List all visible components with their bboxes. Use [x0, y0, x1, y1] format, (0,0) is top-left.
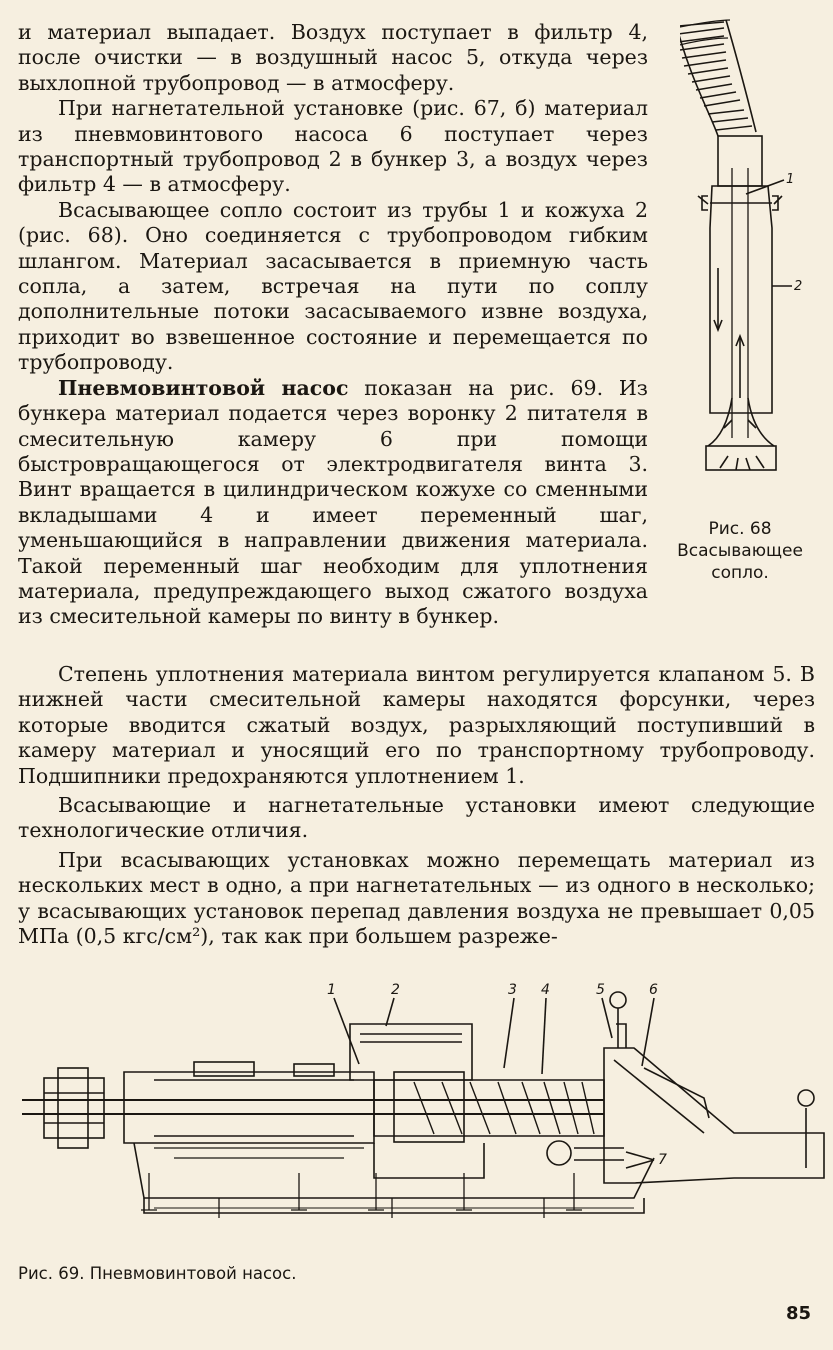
figure-68-suction-nozzle — [680, 18, 820, 508]
figure-69-label-7: 7 — [658, 1152, 667, 1168]
paragraph-6: Всасывающие и нагнетательные установки имеют следующие технологические отличия. — [18, 793, 815, 843]
paragraph-4 — [18, 376, 648, 630]
figure-69-caption: Рис. 69. Пневмовинтовой насос. — [18, 1264, 297, 1283]
paragraph-3: Всасывающее сопло состоит из трубы 1 и кожуха 2 (рис. 68). Оно соединяется с трубопроводом гибким шлангом. Материал засасывается в приемную часть сопла, а затем, встречая на пути по соплу дополнительные потоки засасываемого извне воздуха, приходит во взвешенное состояние и перемещается по трубопроводу. — [18, 197, 648, 375]
paragraph-1: и материал выпадает. Воздух поступает в фильтр 4, после очистки — в воздушный насос 5, откуда через выхлопной трубопровод — в атмосферу. — [18, 20, 648, 95]
figure-68-label-2: 2 — [794, 279, 803, 294]
page-number: 85 — [786, 1303, 812, 1324]
pump-heading: Пневмовинтовой насос — [58, 375, 349, 400]
figure-69-label-6: 6 — [649, 982, 658, 998]
paragraph-4-body: показан на рис. 69. Из бункера материал подается через воронку 2 питателя в смесительную камеру 6 при помощи быстровращающегося от электродвигателя винта 3. Винт вращается в цилиндрическом кожухе со сменными вкладышами 4 и имеет переменный шаг, уменьшающийся в направлении движения материала. Такой переменный шаг необходим для уплотнения материала, предупреждающего выход сжатого воздуха из смесительной камеры по винту в бункер. — [18, 375, 648, 629]
figure-68-label-1: 1 — [786, 172, 795, 187]
figure-68-caption-line-1: Рис. 68 — [708, 519, 772, 539]
figure-69-label-5: 5 — [596, 982, 605, 998]
figure-69-pneumatic-screw-pump — [14, 968, 826, 1233]
figure-68-caption — [660, 518, 820, 584]
figure-69-label-1: 1 — [327, 982, 336, 998]
paragraph-7: При всасывающих установках можно перемещать материал из нескольких мест в одно, а при нагнетательных — из одного в несколько; у всасывающих установок перепад давления воздуха не превышает 0,05 МПа (0,5 кгс/см²), так как при большем разреже- — [18, 847, 815, 949]
figure-68-caption-line-2: Всасывающее — [677, 541, 803, 561]
paragraph-5: Степень уплотнения материала винтом регулируется клапаном 5. В нижней части смесительной камеры находятся форсунки, через которые вводится сжатый воздух, разрыхляющий поступивший в камеру материал и уносящий его по транспортному трубопроводу. Подшипники предохраняются уплотнением 1. — [18, 662, 815, 788]
figure-69-label-4: 4 — [541, 982, 550, 998]
paragraph-2: При нагнетательной установке (рис. 67, б) материал из пневмовинтового насоса 6 поступает через транспортный трубопровод 2 в бункер 3, а воздух через фильтр 4 — в атмосферу. — [18, 96, 648, 197]
figure-68-caption-line-3: сопло. — [711, 563, 769, 583]
full-width-text — [18, 662, 815, 949]
figure-69-label-2: 2 — [391, 982, 400, 998]
column-text — [18, 20, 648, 630]
figure-69-label-3: 3 — [508, 982, 517, 998]
